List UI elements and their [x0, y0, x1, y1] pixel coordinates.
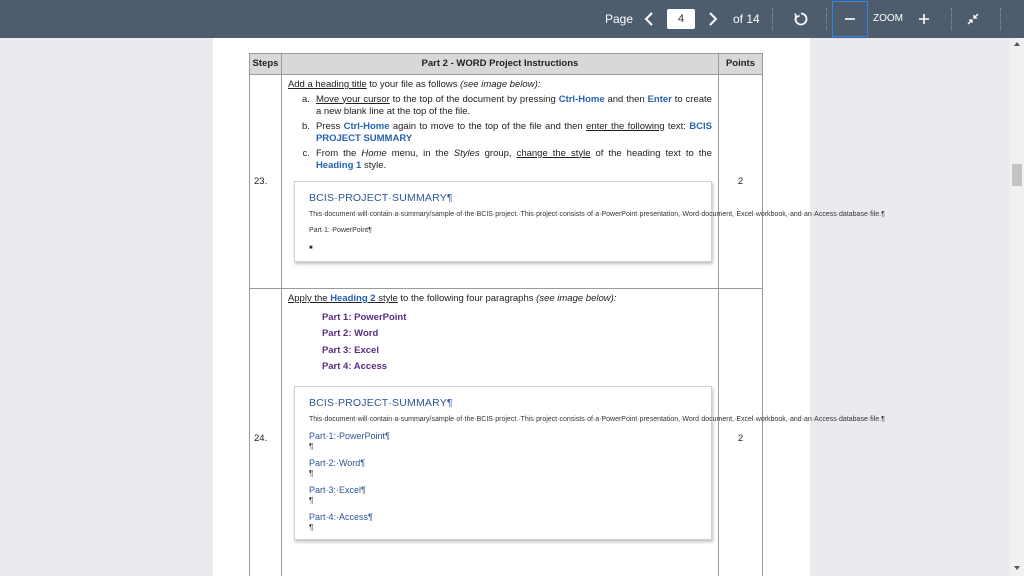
image-heading2-part2: Part·2:·Word¶ — [308, 458, 366, 468]
list-item: Part 3: Excel — [321, 344, 379, 356]
viewer-toolbar — [0, 0, 1024, 38]
list-item: Part 1: PowerPoint — [321, 311, 407, 323]
zoom-label: ZOOM — [873, 13, 903, 24]
document-page — [213, 38, 885, 576]
instructions-table — [249, 53, 885, 576]
chevron-right-icon — [708, 12, 718, 26]
page-total: of 14 — [733, 12, 760, 26]
image-heading2-part4: Part·4:·Access¶ — [308, 512, 373, 522]
instruction-cell — [281, 289, 885, 576]
sub-step-c: c. From the Home menu, in the Styles group, change the style of the heading text to the Heading 1 style. — [302, 147, 712, 171]
rotate-button[interactable] — [790, 0, 812, 38]
image-heading2-part1: Part·1:·PowerPoint¶ — [308, 431, 390, 441]
zoom-in-button[interactable] — [914, 0, 934, 38]
header-points: Points — [718, 54, 762, 75]
header-steps: Steps — [250, 54, 282, 75]
list-item: Part 2: Word — [321, 328, 379, 339]
points-value: 2 — [718, 75, 762, 289]
sub-step-b: b. Press Ctrl-Home again to move to the top of the file and then enter the following text: BCIS PROJECT SUMMARY — [302, 120, 712, 144]
example-image-heading1 — [294, 181, 885, 262]
scroll-thumb[interactable] — [1012, 164, 1022, 186]
vertical-scrollbar[interactable] — [1010, 38, 1024, 576]
image-end-mark: ■ — [308, 245, 313, 251]
scroll-up-icon[interactable] — [1014, 42, 1020, 46]
chevron-left-icon — [644, 12, 654, 26]
plus-icon — [918, 13, 930, 25]
image-pilcrow: ¶ — [308, 496, 314, 505]
rotate-icon — [793, 11, 809, 27]
zoom-out-button[interactable] — [832, 1, 868, 37]
image-heading-title: BCIS·PROJECT·SUMMARY¶ — [308, 191, 453, 204]
toolbar-separator — [1000, 8, 1001, 30]
instruction-intro: Add a heading title to your file as follows (see image below): — [287, 79, 541, 90]
page-label: Page — [605, 12, 634, 26]
table-row — [250, 75, 763, 289]
image-part1-text: Part·1:·PowerPoint¶ — [308, 227, 372, 234]
parts-list — [322, 310, 712, 376]
image-pilcrow: ¶ — [308, 523, 314, 532]
step-number: 24. — [250, 289, 282, 576]
scroll-down-icon[interactable] — [1014, 566, 1020, 570]
page-number-input[interactable]: 4 — [667, 9, 695, 29]
document-viewer[interactable] — [0, 38, 1024, 576]
toolbar-separator — [772, 8, 773, 30]
instruction-cell — [281, 75, 885, 289]
example-image-heading2 — [294, 386, 885, 541]
collapse-button[interactable] — [962, 0, 984, 38]
list-item: Part 4: Access — [321, 361, 388, 372]
image-body-text: This·document·will·contain·a·summary/sample·of·the·BCIS·project.·This·project·consists·of·a·PowerPoint·presentation,·Word·document,·Excel·workbook,·and·an·Access·database·file.¶ — [308, 416, 885, 423]
previous-page-button[interactable] — [640, 0, 658, 38]
table-row — [250, 289, 763, 576]
instruction-intro: Apply the Heading 2 style to the following four paragraphs (see image below): — [287, 293, 617, 304]
image-heading-title: BCIS·PROJECT·SUMMARY¶ — [308, 396, 453, 409]
minus-icon — [844, 13, 856, 25]
toolbar-separator — [951, 8, 952, 30]
points-value: 2 — [718, 289, 762, 576]
image-body-text: This·document·will·contain·a·summary/sample·of·the·BCIS·project.·This·project·consists·of·a·PowerPoint·presentation,·Word·document,·Excel·workbook,·and·an·Access·database·file.¶ — [308, 211, 885, 218]
image-heading2-part3: Part·3:·Excel¶ — [308, 485, 366, 495]
sub-step-a: a. Move your cursor to the top of the document by pressing Ctrl-Home and then Enter to create a new blank line at the top of the file. — [302, 93, 712, 117]
next-page-button[interactable] — [704, 0, 722, 38]
header-title: Part 2 - WORD Project Instructions — [281, 54, 718, 75]
image-pilcrow: ¶ — [308, 442, 314, 451]
table-header-row — [250, 54, 763, 75]
toolbar-separator — [826, 8, 827, 30]
image-pilcrow: ¶ — [308, 469, 314, 478]
step-number: 23. — [250, 75, 282, 289]
collapse-icon — [966, 12, 980, 26]
